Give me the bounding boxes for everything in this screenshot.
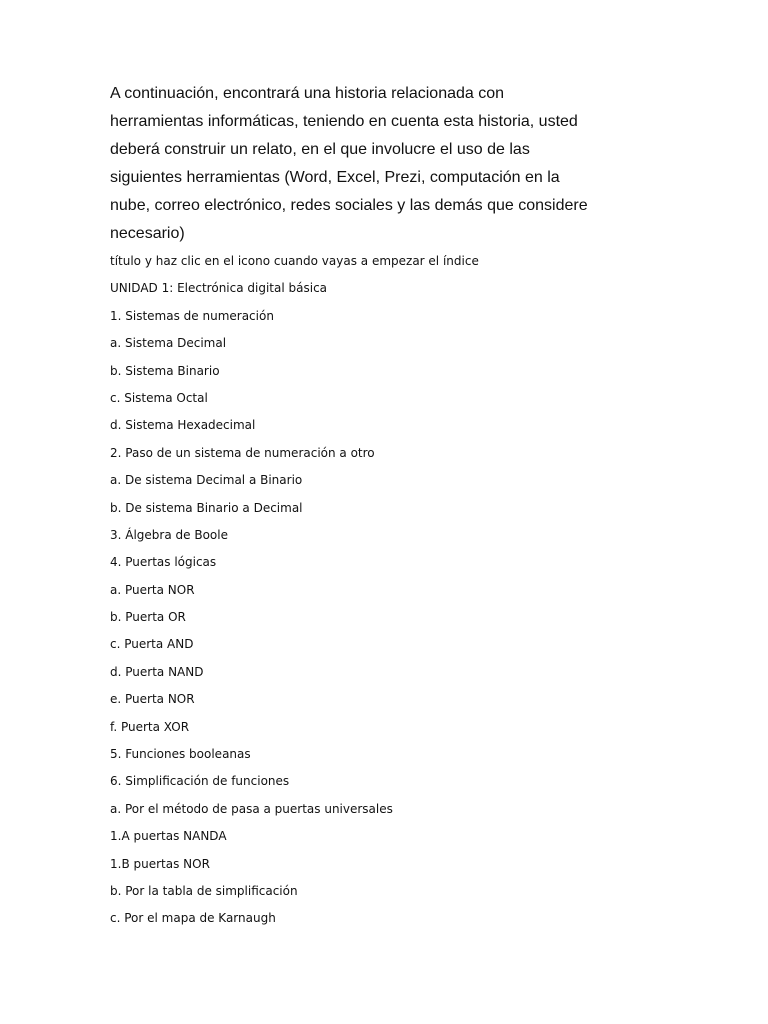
intro-line: necesario) — [110, 225, 185, 242]
list-item: b. De sistema Binario a Decimal — [110, 500, 303, 515]
list-item: 1. Sistemas de numeración — [110, 308, 274, 323]
list-item: d. Puerta NAND — [110, 664, 204, 679]
index-instruction: título y haz clic en el icono cuando vayas a empezar el índice — [110, 254, 479, 268]
list-item: 3. Álgebra de Boole — [110, 527, 228, 542]
list-item: d. Sistema Hexadecimal — [110, 418, 256, 433]
intro-paragraph — [110, 80, 590, 248]
list-item: 2. Paso de un sistema de numeración a otro — [110, 445, 375, 460]
list-item: e. Puerta NOR — [110, 692, 195, 707]
list-item: b. Sistema Binario — [110, 363, 220, 378]
list-item: 1.B puertas NOR — [110, 856, 210, 871]
list-item: f. Puerta XOR — [110, 719, 190, 734]
intro-line: siguientes herramientas (Word, Excel, Prezi, computación en la — [110, 169, 560, 186]
list-item: a. Por el método de pasa a puertas universales — [110, 801, 393, 816]
intro-line: nube, correo electrónico, redes sociales y las demás que considere — [110, 197, 588, 214]
list-item: b. Puerta OR — [110, 610, 186, 625]
list-item: 1.A puertas NANDA — [110, 829, 227, 844]
list-item: b. Por la tabla de simplificación — [110, 883, 298, 898]
list-item: a. Sistema Decimal — [110, 336, 227, 351]
list-item: a. De sistema Decimal a Binario — [110, 473, 303, 488]
intro-line: A continuación, encontrará una historia relacionada con — [110, 85, 505, 102]
list-item: c. Puerta AND — [110, 637, 194, 652]
intro-line: herramientas informáticas, teniendo en cuenta esta historia, usted — [110, 113, 578, 130]
index-list — [110, 248, 479, 933]
list-item: 5. Funciones booleanas — [110, 747, 251, 762]
list-item: c. Por el mapa de Karnaugh — [110, 911, 276, 926]
intro-line: deberá construir un relato, en el que involucre el uso de las — [110, 141, 530, 158]
unit-heading: UNIDAD 1: Electrónica digital básica — [110, 281, 328, 296]
list-item: 4. Puertas lógicas — [110, 555, 217, 570]
list-item: 6. Simplificación de funciones — [110, 774, 290, 789]
list-item: c. Sistema Octal — [110, 390, 208, 405]
list-item: a. Puerta NOR — [110, 582, 195, 597]
